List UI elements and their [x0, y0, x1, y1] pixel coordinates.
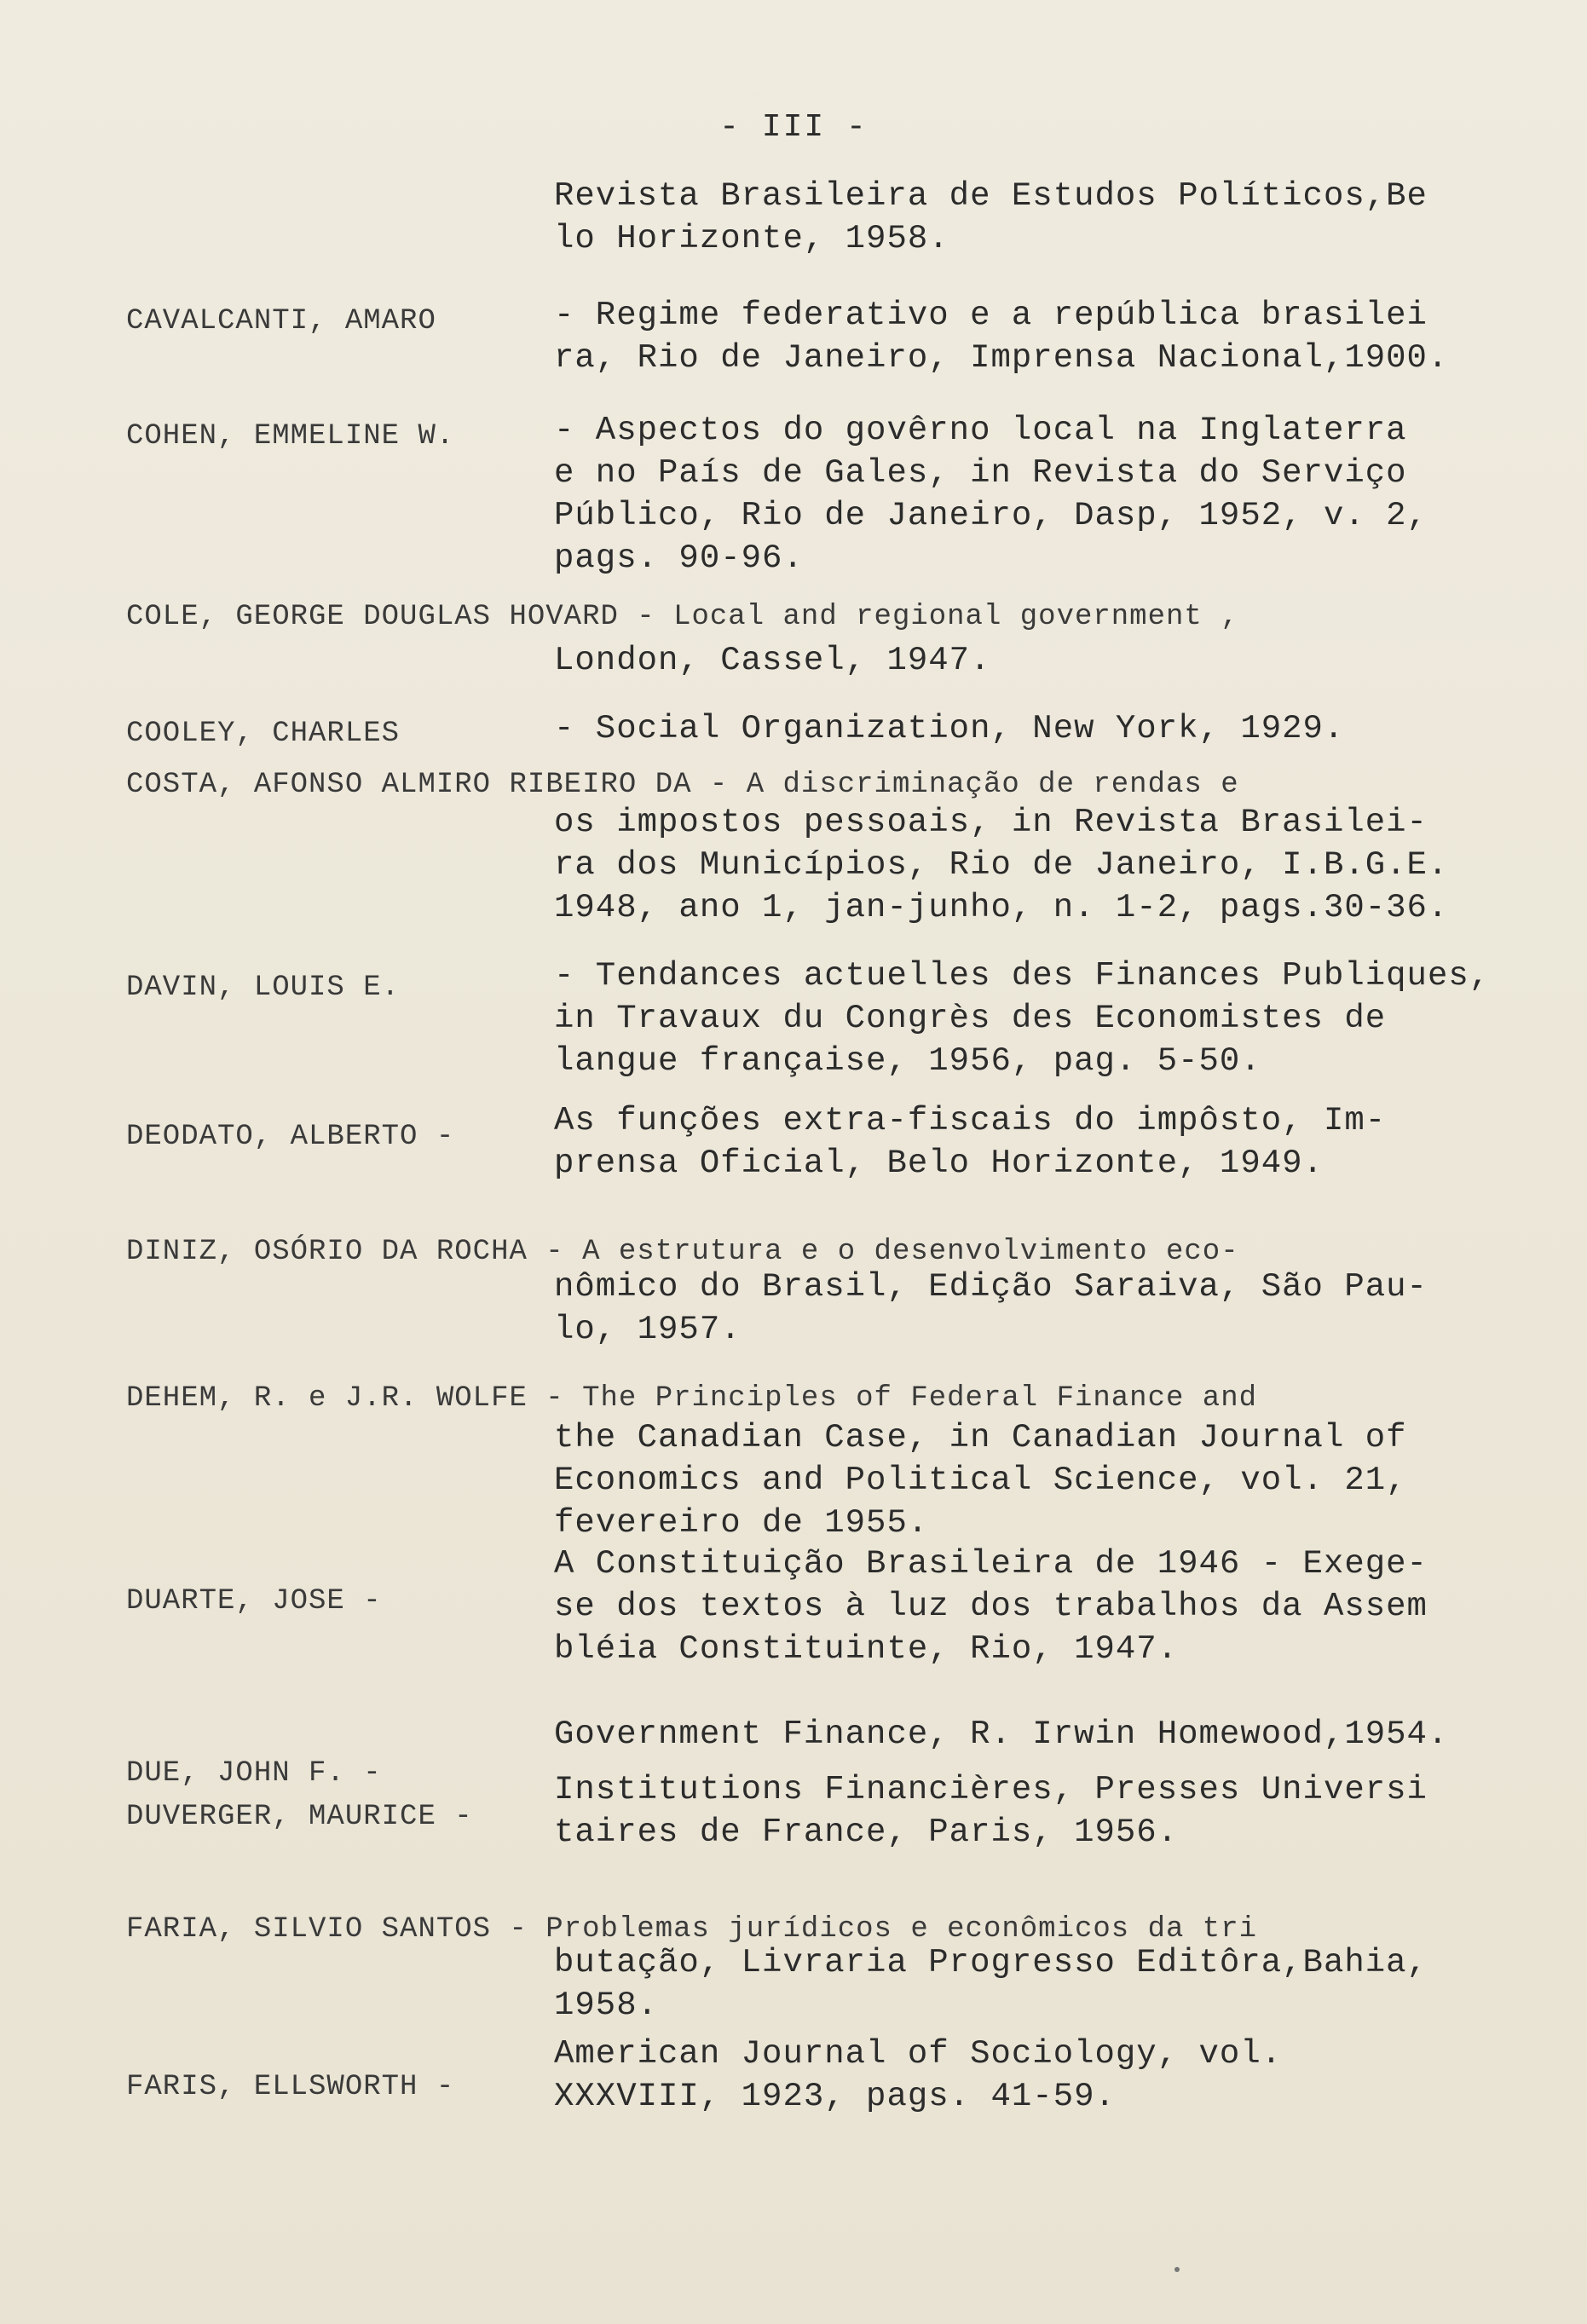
entry-text: Institutions Financières, Presses Universi taires de France, Paris, 1956. — [554, 1771, 1428, 1851]
entry-author: DEHEM, R. e J.R. WOLFE - The Principles of Federal Finance and — [126, 1382, 1258, 1415]
entry-author: FARIS, ELLSWORTH - — [126, 2071, 455, 2103]
page-number: - III - — [719, 109, 868, 146]
entry-text: As funções extra-fiscais do impôsto, Im- prensa Oficial, Belo Horizonte, 1949. — [554, 1102, 1387, 1182]
entry-text: nômico do Brasil, Edição Saraiva, São Pau- lo, 1957. — [554, 1268, 1428, 1348]
entry-author: COHEN, EMMELINE W. — [126, 420, 455, 453]
entry-author: CAVALCANTI, AMARO — [126, 305, 436, 337]
entry-author: DUVERGER, MAURICE - — [126, 1801, 473, 1833]
entry-text: Revista Brasileira de Estudos Políticos,Be lo Horizonte, 1958. — [554, 177, 1428, 257]
entry-text: A Constituição Brasileira de 1946 - Exege- se dos textos à luz dos trabalhos da Assem bléia Constituinte, Rio, 1947. — [554, 1545, 1428, 1668]
entry-author: DEODATO, ALBERTO - — [126, 1121, 455, 1153]
entry-author: DUE, JOHN F. - — [126, 1757, 382, 1790]
entry-text: os impostos pessoais, in Revista Brasilei- ra dos Municípios, Rio de Janeiro, I.B.G.E. 1948, ano 1, jan-junho, n. 1-2, pags.30-36. — [554, 804, 1449, 926]
entry-author: COLE, GEORGE DOUGLAS HOVARD - Local and regional government , — [126, 601, 1239, 633]
entry-text: Government Finance, R. Irwin Homewood,1954. — [554, 1716, 1449, 1753]
entry-author: DINIZ, OSÓRIO DA ROCHA - A estrutura e o desenvolvimento eco- — [126, 1236, 1239, 1268]
entry-text: - Aspectos do govêrno local na Inglaterra e no País de Gales, in Revista do Serviço Público, Rio de Janeiro, Dasp, 1952, v. 2, pags. 90-96. — [554, 412, 1428, 577]
entry-text: butação, Livraria Progresso Editôra,Bahia, 1958. — [554, 1944, 1428, 2024]
entry-text: - Tendances actuelles des Finances Publiques, in Travaux du Congrès des Economistes de langue française, 1956, pag. 5-50. — [554, 957, 1491, 1080]
entry-text: - Social Organization, New York, 1929. — [554, 710, 1345, 747]
paper-speck — [1174, 2267, 1180, 2272]
entry-text: London, Cassel, 1947. — [554, 642, 991, 679]
entry-author: FARIA, SILVIO SANTOS - Problemas jurídicos e econômicos da tri — [126, 1913, 1258, 1946]
entry-author: DUARTE, JOSE - — [126, 1585, 382, 1618]
entry-author: COSTA, AFONSO ALMIRO RIBEIRO DA - A discriminação de rendas e — [126, 769, 1239, 801]
entry-text: the Canadian Case, in Canadian Journal of Economics and Political Science, vol. 21, fevereiro de 1955. — [554, 1419, 1407, 1542]
entry-author: DAVIN, LOUIS E. — [126, 972, 401, 1004]
entry-text: - Regime federativo e a república brasilei ra, Rio de Janeiro, Imprensa Nacional,1900. — [554, 297, 1449, 377]
entry-text: American Journal of Sociology, vol. XXXVIII, 1923, pags. 41-59. — [554, 2035, 1283, 2115]
entry-author: COOLEY, CHARLES — [126, 718, 401, 750]
